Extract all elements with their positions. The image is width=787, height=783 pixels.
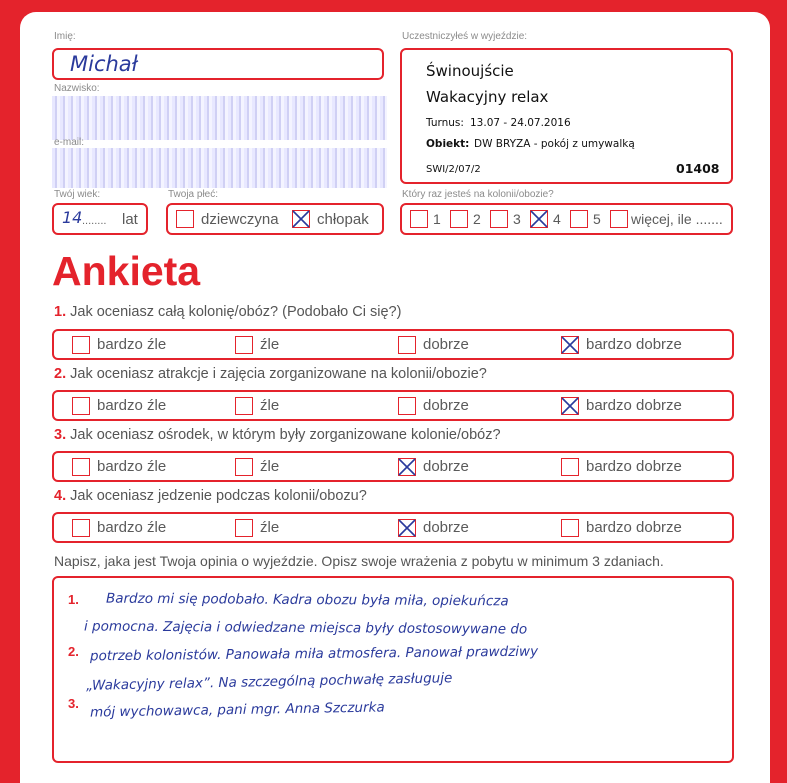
gender-checkbox-boy[interactable] xyxy=(292,210,310,228)
check-mark-icon xyxy=(560,396,580,416)
checkbox-very-good[interactable] xyxy=(561,519,579,537)
trip-label: Uczestniczyłeś w wyjeździe: xyxy=(402,31,528,42)
option-label-very-good: bardzo dobrze xyxy=(586,397,682,414)
checkbox-good[interactable] xyxy=(398,458,416,476)
age-label: Twój wiek: xyxy=(54,189,101,200)
question-4-answers xyxy=(52,512,734,543)
visits-checkbox-more[interactable] xyxy=(610,210,628,228)
checkbox-bad[interactable] xyxy=(235,458,253,476)
gender-checkbox-girl[interactable] xyxy=(176,210,194,228)
question-number: 1. xyxy=(54,304,67,320)
opinion-line-number-3: 3. xyxy=(68,696,79,711)
visits-checkbox-5[interactable] xyxy=(570,210,588,228)
visits-label: Który raz jesteś na kolonii/obozie? xyxy=(402,189,554,200)
checkbox-very-good[interactable] xyxy=(561,458,579,476)
checkbox-good[interactable] xyxy=(398,336,416,354)
option-label-very-good: bardzo dobrze xyxy=(586,458,682,475)
question-number: 3. xyxy=(54,427,67,443)
visits-option-3: 3 xyxy=(513,211,521,227)
question-number: 4. xyxy=(54,488,67,504)
opinion-handwritten-line-1: Bardzo mi się podobało. Kadra obozu była miła, opiekuńcza xyxy=(105,590,509,610)
visits-checkbox-1[interactable] xyxy=(410,210,428,228)
option-label-very-good: bardzo dobrze xyxy=(586,519,682,536)
question-3 xyxy=(54,427,501,443)
opinion-handwritten-line-4: „Wakacyjny relax”. Na szczególną pochwałę zasługuje xyxy=(85,670,453,694)
checkbox-very-bad[interactable] xyxy=(72,336,90,354)
question-3-answers xyxy=(52,451,734,482)
question-text: Jak oceniasz całą kolonię/obóz? (Podobało Ci się?) xyxy=(70,304,402,320)
visits-checkbox-4[interactable] xyxy=(530,210,548,228)
visits-checkbox-2[interactable] xyxy=(450,210,468,228)
checkbox-very-bad[interactable] xyxy=(72,397,90,415)
trip-obiekt-label: Obiekt: xyxy=(426,138,470,150)
trip-obiekt-value: DW BRYZA - pokój z umywalką xyxy=(474,138,635,150)
check-mark-icon xyxy=(397,457,417,477)
age-dots: ........ xyxy=(82,215,107,227)
trip-place: Świnoujście xyxy=(426,62,514,80)
survey-title: Ankieta xyxy=(52,248,201,294)
name-label: Imię: xyxy=(54,31,76,42)
gender-option-boy: chłopak xyxy=(317,211,369,228)
check-mark-icon xyxy=(397,518,417,538)
age-unit: lat xyxy=(122,211,138,228)
trip-turnus-value: 13.07 - 24.07.2016 xyxy=(470,117,571,129)
question-4 xyxy=(54,488,367,504)
visits-option-1: 1 xyxy=(433,211,441,227)
option-label-good: dobrze xyxy=(423,519,469,536)
checkbox-very-good[interactable] xyxy=(561,336,579,354)
checkbox-bad[interactable] xyxy=(235,336,253,354)
question-number: 2. xyxy=(54,366,67,382)
option-label-very-bad: bardzo źle xyxy=(97,458,167,475)
trip-name: Wakacyjny relax xyxy=(426,88,549,106)
opinion-handwritten-line-2: i pomocna. Zajęcia i odwiedzane miejsca były dostosowywane do xyxy=(83,618,528,638)
option-label-very-good: bardzo dobrze xyxy=(586,336,682,353)
surname-redacted-field xyxy=(52,96,387,140)
trip-info-box xyxy=(400,48,733,184)
opinion-handwritten-line-3: potrzeb kolonistów. Panowała miła atmosfera. Panował prawdziwy xyxy=(89,643,539,665)
question-text: Jak oceniasz ośrodek, w którym były zorganizowane kolonie/obóz? xyxy=(70,427,501,443)
option-label-very-bad: bardzo źle xyxy=(97,519,167,536)
question-text: Jak oceniasz atrakcje i zajęcia zorganizowane na kolonii/obozie? xyxy=(70,366,487,382)
checkbox-good[interactable] xyxy=(398,519,416,537)
option-label-good: dobrze xyxy=(423,458,469,475)
checkbox-very-bad[interactable] xyxy=(72,458,90,476)
option-label-good: dobrze xyxy=(423,397,469,414)
opinion-line-number-2: 2. xyxy=(68,644,79,659)
option-label-very-bad: bardzo źle xyxy=(97,336,167,353)
opinion-textarea[interactable] xyxy=(52,576,734,763)
opinion-prompt: Napisz, jaka jest Twoja opinia o wyjeździe. Opisz swoje wrażenia z pobytu w minimum 3 zdaniach. xyxy=(54,553,664,569)
checkbox-bad[interactable] xyxy=(235,519,253,537)
name-field[interactable] xyxy=(52,48,384,80)
option-label-bad: źle xyxy=(260,397,280,414)
visits-field xyxy=(400,203,733,235)
visits-option-4: 4 xyxy=(553,211,561,227)
email-redacted-field xyxy=(52,148,387,188)
visits-checkbox-3[interactable] xyxy=(490,210,508,228)
checkbox-very-good[interactable] xyxy=(561,397,579,415)
email-label: e-mail: xyxy=(54,137,85,148)
visits-option-more: więcej, ile ....... xyxy=(631,211,723,227)
option-label-good: dobrze xyxy=(423,336,469,353)
trip-number: 01408 xyxy=(676,161,720,176)
trip-turnus-label: Turnus: xyxy=(426,117,464,129)
question-2-answers xyxy=(52,390,734,421)
question-1 xyxy=(54,304,401,320)
gender-label: Twoja płeć: xyxy=(168,189,219,200)
check-mark-icon xyxy=(291,209,311,229)
opinion-handwritten-line-5: mój wychowawca, pani mgr. Anna Szczurka xyxy=(89,699,385,721)
check-mark-icon xyxy=(529,209,549,229)
question-text: Jak oceniasz jedzenie podczas kolonii/obozu? xyxy=(70,488,367,504)
checkbox-bad[interactable] xyxy=(235,397,253,415)
option-label-bad: źle xyxy=(260,519,280,536)
checkbox-good[interactable] xyxy=(398,397,416,415)
check-mark-icon xyxy=(560,335,580,355)
surname-label: Nazwisko: xyxy=(54,83,100,94)
visits-option-2: 2 xyxy=(473,211,481,227)
trip-code: SWI/2/07/2 xyxy=(426,164,481,175)
age-field[interactable] xyxy=(52,203,148,235)
checkbox-very-bad[interactable] xyxy=(72,519,90,537)
visits-option-5: 5 xyxy=(593,211,601,227)
option-label-very-bad: bardzo źle xyxy=(97,397,167,414)
name-value: Michał xyxy=(70,52,138,76)
gender-field xyxy=(166,203,384,235)
option-label-bad: źle xyxy=(260,458,280,475)
question-1-answers xyxy=(52,329,734,360)
age-value: 14 xyxy=(62,208,83,227)
gender-option-girl: dziewczyna xyxy=(201,211,279,228)
opinion-line-number-1: 1. xyxy=(68,592,79,607)
option-label-bad: źle xyxy=(260,336,280,353)
question-2 xyxy=(54,366,487,382)
